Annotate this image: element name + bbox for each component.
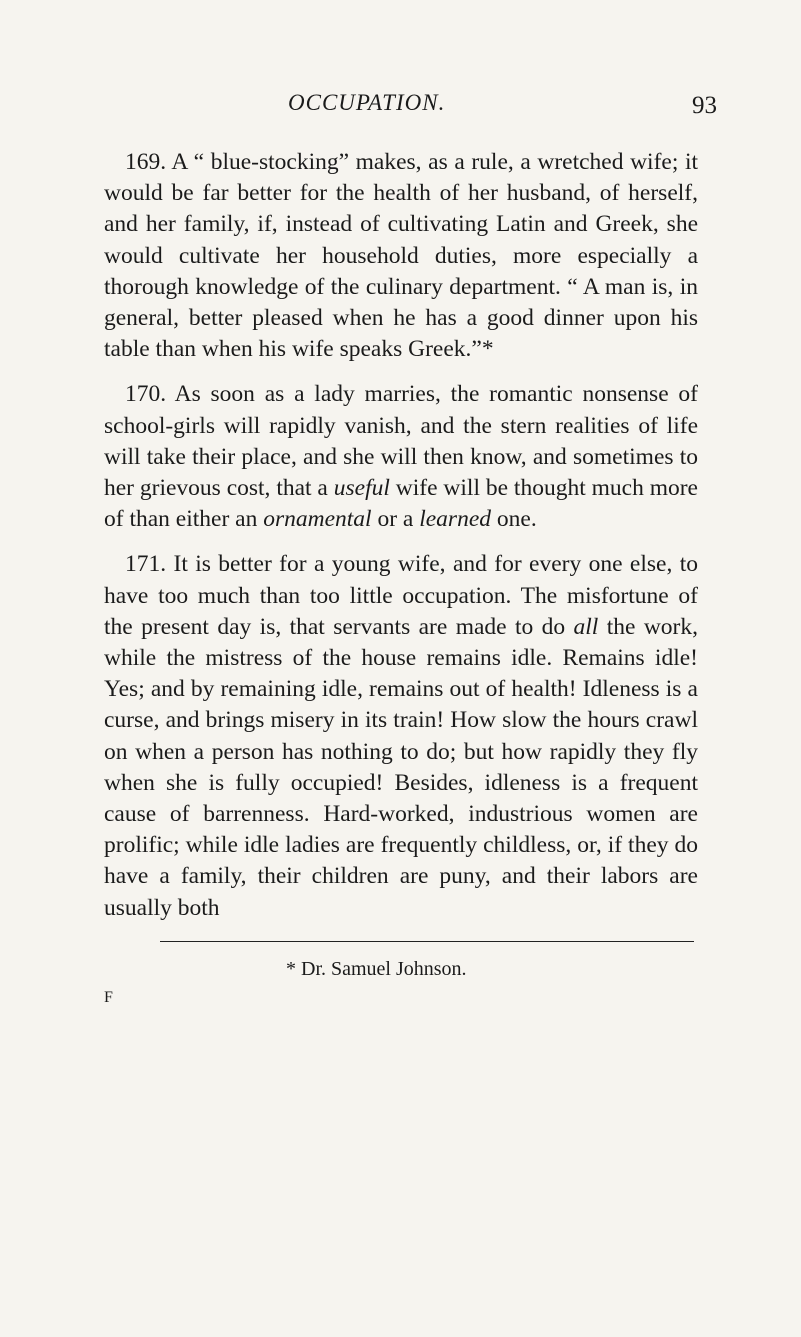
running-title: OCCUPATION. <box>288 90 446 115</box>
emphasis-useful: useful <box>333 475 390 502</box>
text-segment: 169. A “ blue-stocking” makes, as a rule, a wretched wife; it would be far better for the health of her husband, of herself, and her family, if, instead of cultivating Latin and Greek, she would cultivate her household duties, more especially a thorough knowledge of the culinary department. “ A man is, in general, better pleased when he has a good dinner upon his table than when his wife speaks Greek.”* <box>104 149 698 363</box>
page-number: 93 <box>692 92 717 119</box>
text-segment: one. <box>491 506 537 533</box>
text-segment: or a <box>371 506 420 533</box>
text-segment: 170. As soon as a lady marries, the romantic nonsense of school-girls will rapidly vanish, and the stern realities of life will take their place, and she will then know, and sometimes to her grievous cost, that a <box>104 381 698 502</box>
footnote: * Dr. Samuel Johnson. <box>286 958 467 980</box>
body-text <box>104 147 698 924</box>
text-segment: the work, while the mistress of the house remains idle. Remains idle! Yes; and by remaining idle, remains out of health! Idleness is a curse, and brings misery in its train! How slow the hours crawl on when a person has nothing to do; but how rapidly they fly when she is fully occupied! Besides, idleness is a frequent cause of barrenness. Hard-worked, industrious women are prolific; while idle ladies are frequently childless, or, if they do have a family, their children are puny, and their labors are usually both <box>104 613 698 921</box>
emphasis-ornamental: ornamental <box>263 506 372 533</box>
emphasis-all: all <box>573 613 599 640</box>
text-segment: wife will be thought much more of than either an <box>104 475 698 533</box>
paragraph-171 <box>104 549 698 923</box>
text-segment: 171. It is better for a young wife, and for every one else, to have too much than too little occupation. The misfortune of the present day is, that servants are made to do <box>104 551 698 640</box>
emphasis-learned: learned <box>419 506 492 533</box>
paragraph-169 <box>104 147 698 365</box>
footnote-divider <box>160 941 694 942</box>
signature-mark: F <box>104 989 113 1006</box>
paragraph-170 <box>104 379 698 535</box>
